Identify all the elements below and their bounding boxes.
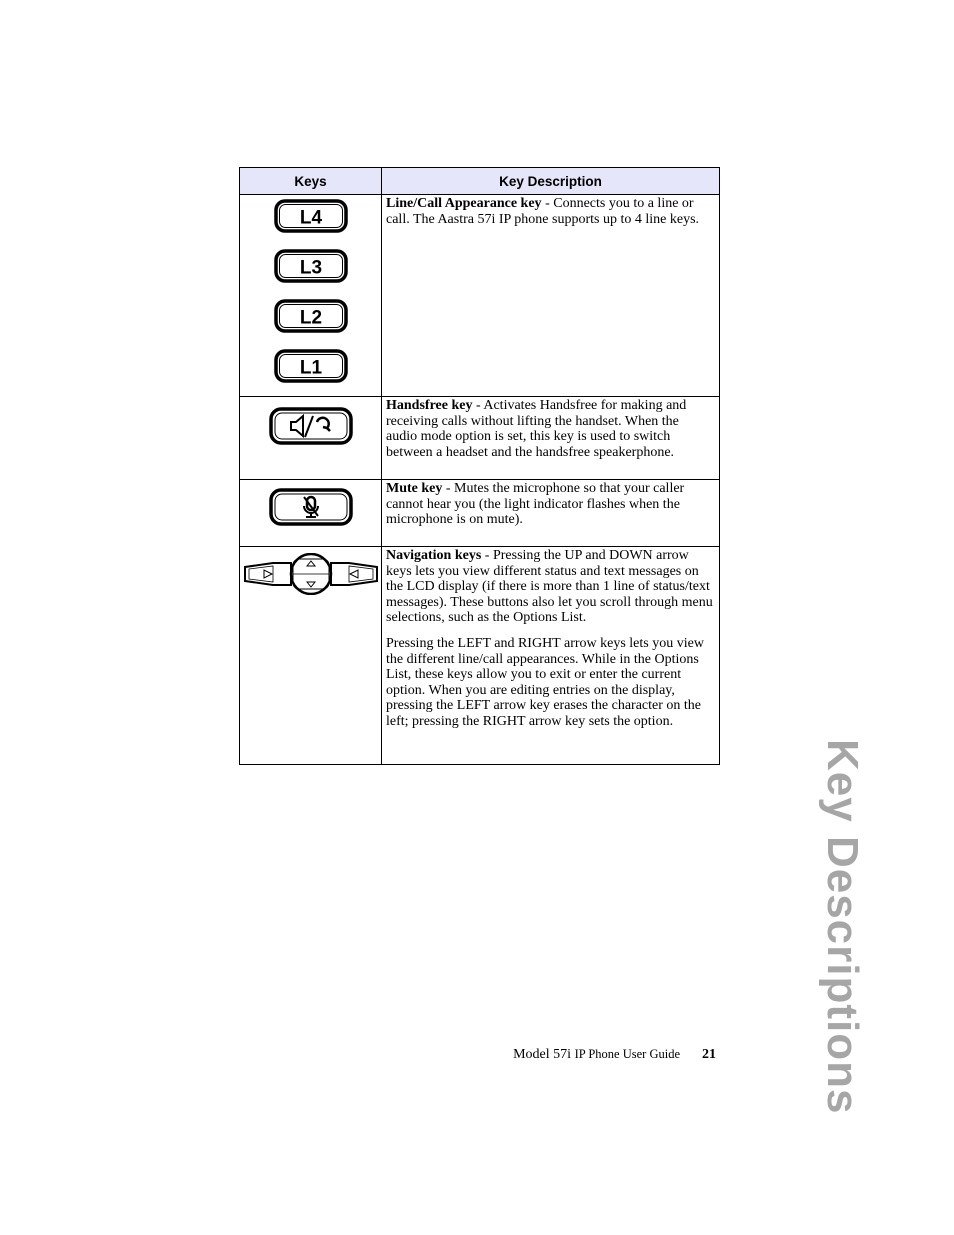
line-keys-text: - Connects you to a line or call. The Aastra 57i IP phone supports up to 4 line keys. xyxy=(386,196,700,227)
line-key-l1-icon xyxy=(274,349,348,383)
table-header-row xyxy=(240,168,720,195)
line-key-l4-label: L4 xyxy=(299,207,323,229)
line-keys-name: Line/Call Appearance key xyxy=(386,196,542,211)
handsfree-key-name: Handsfree key xyxy=(386,398,473,413)
line-key-l4-icon xyxy=(274,199,348,233)
line-key-l2-icon xyxy=(274,299,348,333)
line-keys-description xyxy=(382,195,720,397)
handsfree-key-cell xyxy=(240,397,382,480)
mute-key-cell xyxy=(240,480,382,547)
footer-guide-title: IP Phone User Guide xyxy=(574,1047,680,1061)
handsfree-key-description xyxy=(382,397,720,480)
footer-model: Model 57i xyxy=(513,1047,575,1062)
navigation-keys-icon xyxy=(241,553,381,595)
key-descriptions-table xyxy=(239,167,720,765)
navigation-keys-name: Navigation keys xyxy=(386,548,482,563)
navigation-keys-text: - Pressing the UP and DOWN arrow keys lets you view different status and text messages on the LCD display (if there is more than 1 line of status/text messages). These buttons also let you scroll through menu selections, such as the Options List. xyxy=(386,548,713,626)
table-row xyxy=(240,195,720,397)
line-key-l3-label: L3 xyxy=(299,257,323,279)
mute-key-name: Mute key xyxy=(386,481,443,496)
keys-column-header: Keys xyxy=(240,168,382,195)
mute-key-description xyxy=(382,480,720,547)
table-row xyxy=(240,480,720,547)
mute-key-icon xyxy=(269,488,353,526)
section-side-title: Key Descriptions xyxy=(818,739,867,1115)
table-row xyxy=(240,397,720,480)
handsfree-key-text: - Activates Handsfree for making and receiving calls without lifting the handset. When the audio mode option is set, this key is used to switch between a headset and the handsfree speakerphone. xyxy=(386,398,687,460)
line-key-l1-label: L1 xyxy=(299,357,323,379)
page-footer xyxy=(513,1047,716,1063)
mute-key-text: - Mutes the microphone so that your caller cannot hear you (the light indicator flashes when the microphone is on mute). xyxy=(386,481,685,528)
navigation-keys-text-2: Pressing the LEFT and RIGHT arrow keys lets you view the different line/call appearances. While in the Options List, these keys allow you to exit or enter the current option. When you are editing entries on the display, pressing the LEFT arrow key erases the character on the left; pressing the RIGHT arrow key sets the option. xyxy=(386,635,704,729)
navigation-keys-description xyxy=(382,547,720,765)
table-row xyxy=(240,547,720,765)
line-key-l2-label: L2 xyxy=(299,307,323,329)
page-number: 21 xyxy=(702,1047,716,1062)
line-keys-cell xyxy=(240,195,382,397)
description-column-header: Key Description xyxy=(382,168,720,195)
handsfree-key-icon xyxy=(269,407,353,445)
line-key-l3-icon xyxy=(274,249,348,283)
navigation-keys-cell xyxy=(240,547,382,765)
